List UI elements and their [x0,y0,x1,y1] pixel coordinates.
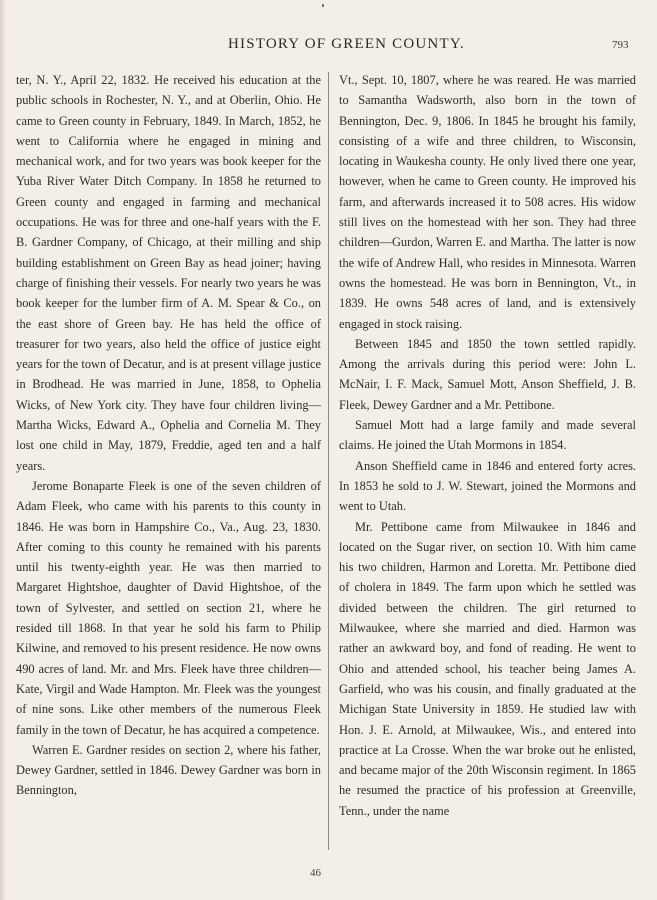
paragraph: ter, N. Y., April 22, 1832. He received his education at the public schools in Rochester, N. Y., and at Oberlin, Ohio. He came to Green county in February, 1849. In March, 1852, he went to California where he engaged in mining and mechanical work, and for two years was book keeper for the Yuba River Water Ditch Company. In 1858 he returned to Green county and engaged in farming and mechanical occupations. He was for three and one-half years with the F. B. Gardner Company, of Chicago, at their milling and ship building establishment on Green Bay as head joiner; having charge of finishing their vessels. For nearly two years he was book keeper for the lumber firm of A. M. Spear & Co., on the east shore of Green bay. He has held the office of treasurer for two years, also held the office of justice eight years for the town of Decatur, and is at present village justice in Brodhead. He was married in June, 1858, to Ophelia Wicks, of New York city. They have four children living—Martha Wicks, Edward A., Ophelia and Cornelia M. They lost one child in May, 1879, Freddie, aged ten and a half years. [16,73,321,473]
paragraph: Samuel Mott had a large family and made several claims. He joined the Utah Mormons in 1854. [339,418,636,453]
running-header [0,36,657,56]
print-mark [322,4,324,7]
paragraph: Between 1845 and 1850 the town settled rapidly. Among the arrivals during this period were: John L. McNair, I. F. Mack, Samuel Mott, Anson Sheffield, J. B. Fleek, Dewey Gardner and a Mr. Pettibone. [339,336,636,412]
paragraph: Vt., Sept. 10, 1807, where he was reared. He was married to Samantha Wadsworth, also born in the town of Bennington, Dec. 9, 1806. In 1845 he brought his family, consisting of a wife and three children, to Wisconsin, locating in Waukesha county. He only lived there one year, however, when he came to Green county. He improved his farm, and afterwards increased it to 508 acres. His widow still lives on the homestead with her son. They had three children—Gurdon, Warren E. and Martha. The latter is now the wife of Andrew Hall, who resides in Minnesota. Warren owns the homestead. He was born in Bennington, Vt., in 1839. He owns 548 acres of land, and is extensively engaged in stock raising. [339,73,636,331]
paragraph: Warren E. Gardner resides on section 2, where his father, Dewey Gardner, settled in 1846. Dewey Gardner was born in Bennington, [16,742,321,798]
footer-page-number: 46 [310,867,321,879]
text-columns [0,70,657,850]
paragraph: Mr. Pettibone came from Milwaukee in 1846 and located on the Sugar river, on section 10. With him came his two children, Harmon and Loretta. Mr. Pettibone died of cholera in 1849. The farm upon which he settled was divided between the children. The girl returned to Milwaukee, where she married and died. Harmon was rather an awkward boy, and fond of reading. He went to Ohio and attended school, his teacher being James A. Garfield, who was his cousin, and finally graduated at the Michigan State University in 1859. He studied law with Hon. J. E. Arnold, at Milwaukee, Wis., and entered into practice at La Crosse. When the war broke out he enlisted, and became major of the 20th Wisconsin regiment. In 1865 he resumed the practice of his profession at Greenville, Tenn., under the name [339,519,636,818]
header-title: HISTORY OF GREEN COUNTY. [228,36,465,52]
header-page-number: 793 [612,39,629,51]
left-column [16,70,321,850]
paragraph: Jerome Bonaparte Fleek is one of the seven children of Adam Fleek, who came with his parents to this county in 1846. He was born in Hampshire Co., Va., Aug. 23, 1830. After coming to this county he remained with his parents until his twenty-eighth year. He was then married to Margaret Hightshoe, daughter of David Hightshoe, of the town of Sylvester, and settled on section 21, where he resided till 1868. In that year he sold his farm to Philip Kilwine, and removed to his present residence. He now owns 490 acres of land. Mr. and Mrs. Fleek have three children—Kate, Virgil and Wade Hampton. Mr. Fleek was the youngest of nine sons. Like other members of the numerous Fleek family in the town of Decatur, he has acquired a competence. [16,478,321,737]
paragraph: Anson Sheffield came in 1846 and entered forty acres. In 1853 he sold to J. W. Stewart, joined the Mormons and went to Utah. [339,458,636,514]
right-column [339,70,636,850]
